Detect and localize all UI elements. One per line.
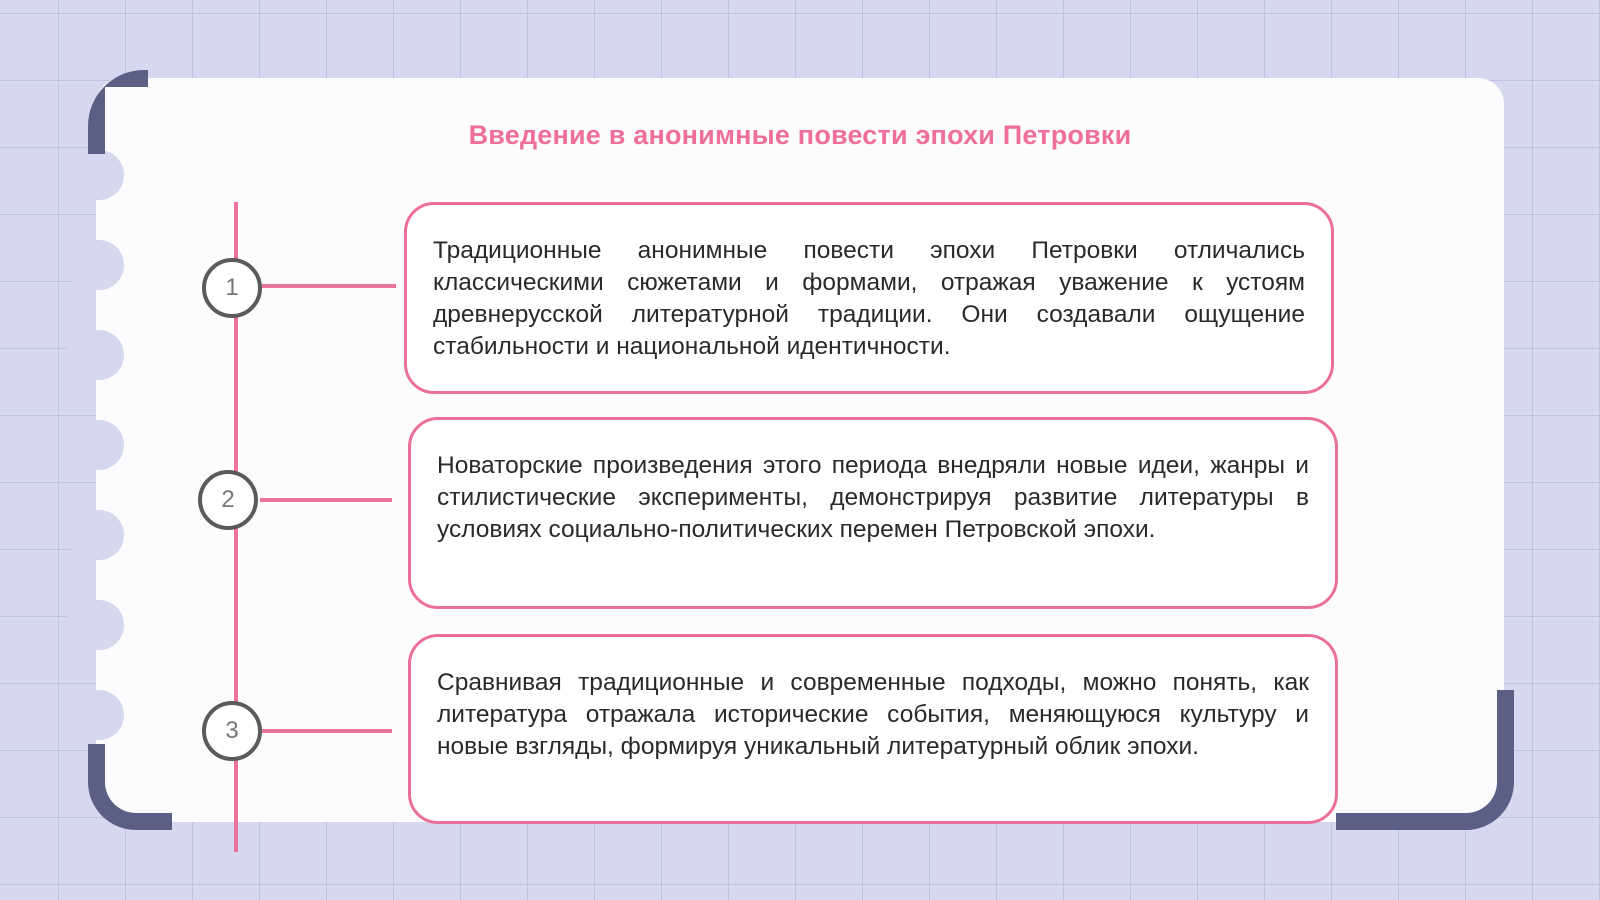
paper-notch [66, 420, 124, 470]
timeline-connector [262, 729, 392, 733]
frame-corner-bottom-right [1336, 690, 1514, 830]
paper-notch [66, 510, 124, 560]
paper-notch [66, 600, 124, 650]
paper-notch [66, 240, 124, 290]
step-number-badge: 1 [202, 258, 262, 318]
paper-notch [66, 330, 124, 380]
timeline-connector [262, 284, 396, 288]
timeline-connector [260, 498, 392, 502]
step-card [404, 202, 1334, 394]
step-card-text: Новаторские произведения этого периода внедряли новые идеи, жанры и стилистические эксперименты, демонстрируя развитие литературы в условиях социально-политических перемен Петровской эпохи. [437, 452, 1309, 543]
slide-title: Введение в анонимные повести эпохи Петровки [468, 120, 1132, 150]
step-card-text: Традиционные анонимные повести эпохи Петровки отличались классическими сюжетами и формами, отражая уважение к устоям древнерусской литературной традиции. Они создавали ощущение стабильности и национальной идентичности. [433, 237, 1305, 360]
step-card-text: Сравнивая традиционные и современные подходы, можно понять, как литература отражала исторические события, меняющуюся культуру и новые взгляды, формируя уникальный литературный облик эпохи. [437, 669, 1309, 760]
step-number-badge: 3 [202, 701, 262, 761]
step-number-badge: 2 [198, 470, 258, 530]
frame-corner-bottom-left [88, 744, 172, 830]
step-card [408, 634, 1338, 824]
step-card [408, 417, 1338, 609]
paper-notch [66, 690, 124, 740]
paper-notch [66, 150, 124, 200]
